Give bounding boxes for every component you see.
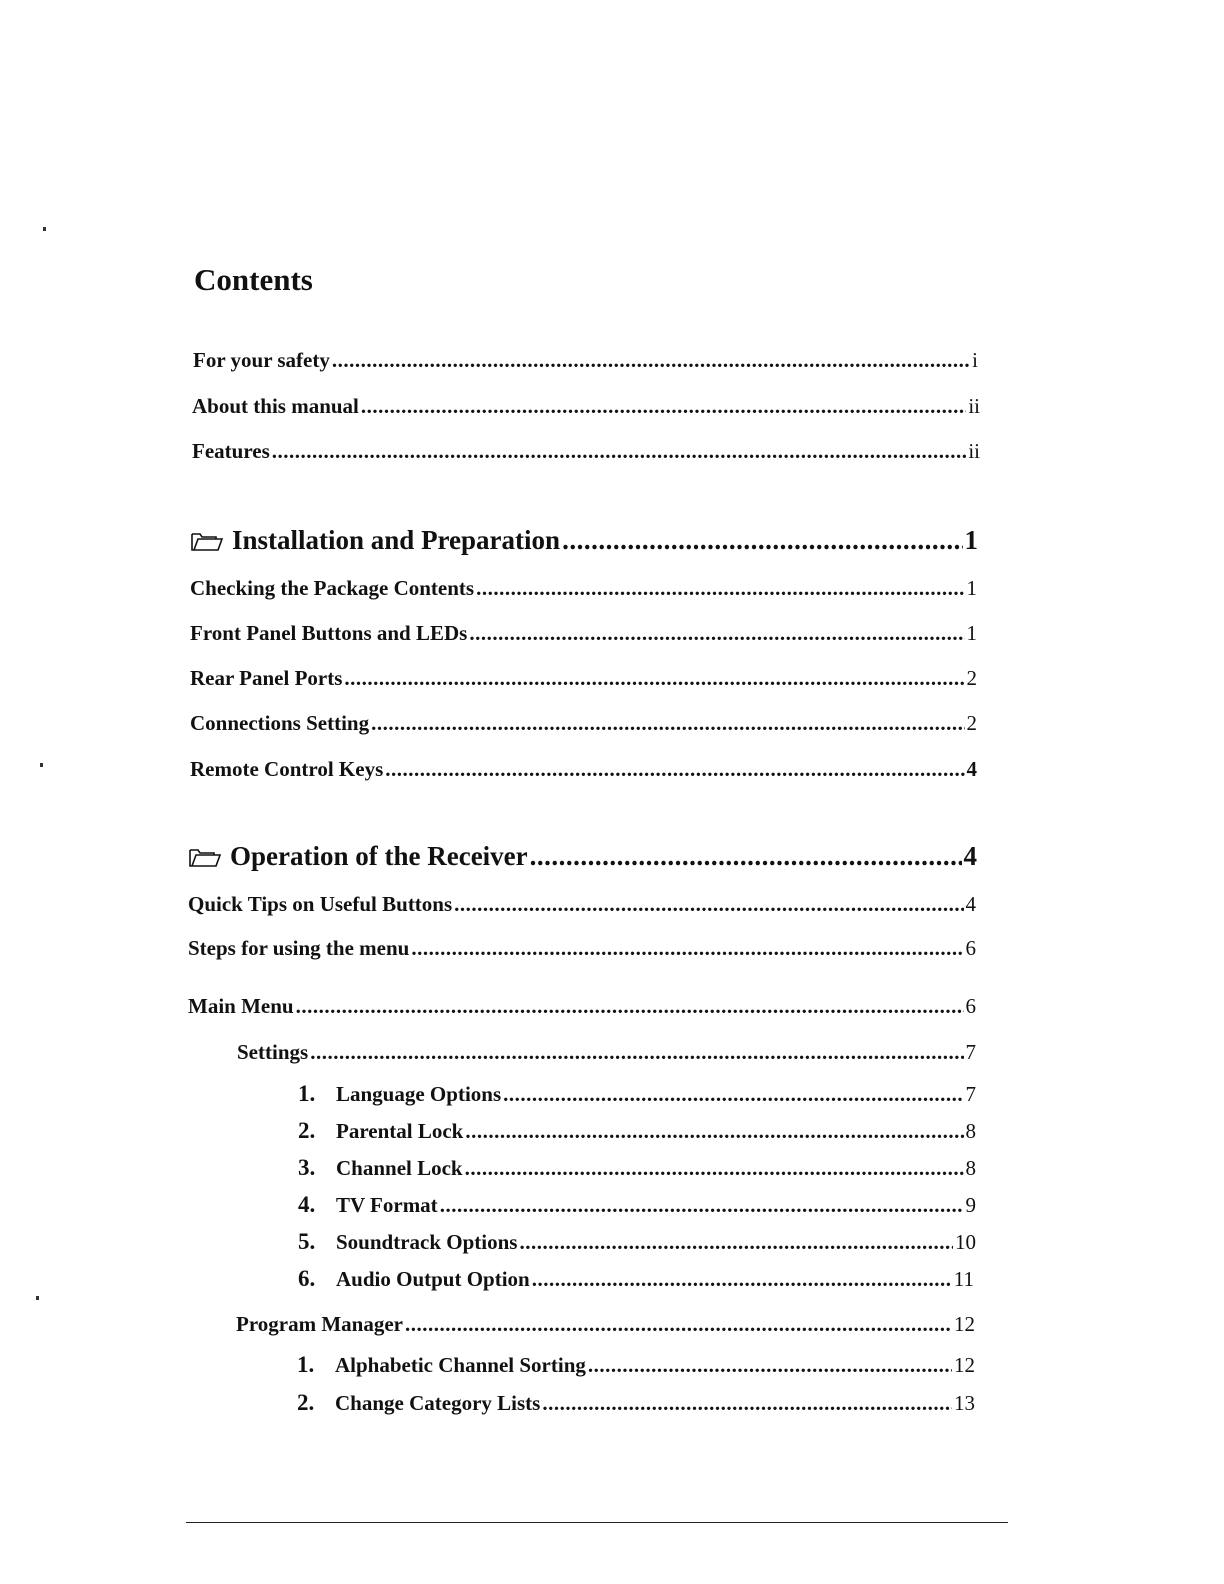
toc-page-number: i bbox=[972, 348, 978, 372]
toc-entry-language[interactable] bbox=[298, 1081, 976, 1107]
toc-entry-label: Steps for using the menu bbox=[188, 936, 410, 960]
toc-page-number: 1 bbox=[966, 576, 977, 600]
leader-dots bbox=[310, 1040, 963, 1065]
leader-dots bbox=[361, 394, 966, 419]
toc-entry-program-manager[interactable] bbox=[236, 1312, 975, 1337]
item-number: 2. bbox=[298, 1118, 316, 1143]
leader-dots bbox=[476, 576, 964, 601]
toc-page-number: 7 bbox=[965, 1040, 976, 1064]
toc-entry-label: Features bbox=[192, 439, 270, 463]
page-title: Contents bbox=[194, 262, 313, 297]
leader-dots bbox=[503, 1082, 963, 1107]
item-number: 4. bbox=[298, 1192, 316, 1217]
toc-entry-alphabetic-sorting[interactable] bbox=[297, 1352, 975, 1378]
toc-entry-label: About this manual bbox=[192, 394, 359, 418]
toc-page-number: 2 bbox=[966, 666, 977, 690]
toc-page-number: 12 bbox=[954, 1312, 975, 1336]
leader-dots bbox=[385, 757, 964, 782]
toc-page-number: 9 bbox=[965, 1193, 976, 1217]
toc-page-number: 2 bbox=[966, 711, 977, 735]
toc-entry-soundtrack[interactable] bbox=[298, 1229, 976, 1255]
toc-entry-label: Checking the Package Contents bbox=[190, 576, 475, 600]
toc-page-number: ii bbox=[968, 439, 980, 463]
toc-entry-main-menu[interactable] bbox=[188, 994, 976, 1019]
leader-dots bbox=[562, 525, 962, 556]
toc-page-number: 8 bbox=[965, 1156, 976, 1180]
item-number: 2. bbox=[297, 1390, 315, 1415]
toc-entry-quick-tips[interactable] bbox=[188, 892, 976, 917]
item-number: 3. bbox=[298, 1155, 316, 1180]
toc-entry-label: Channel Lock bbox=[336, 1156, 463, 1180]
toc-page-number: 1 bbox=[966, 621, 977, 645]
toc-entry-package-contents[interactable] bbox=[190, 576, 977, 601]
toc-entry-label: Change Category Lists bbox=[335, 1391, 541, 1415]
toc-entry-features[interactable] bbox=[192, 439, 980, 464]
toc-page-number: 4 bbox=[965, 892, 976, 916]
toc-entry-rear-panel[interactable] bbox=[190, 666, 977, 691]
leader-dots bbox=[588, 1353, 952, 1378]
toc-page-number: 10 bbox=[955, 1230, 976, 1254]
folder-icon bbox=[188, 846, 222, 868]
binding-mark bbox=[36, 1296, 39, 1300]
leader-dots bbox=[296, 994, 964, 1019]
toc-entry-settings[interactable] bbox=[237, 1040, 976, 1065]
leader-dots bbox=[332, 348, 970, 373]
toc-entry-category-lists[interactable] bbox=[297, 1390, 975, 1416]
toc-page-number: 6 bbox=[965, 936, 976, 960]
toc-entry-label: Main Menu bbox=[188, 994, 294, 1018]
toc-entry-channel-lock[interactable] bbox=[298, 1155, 976, 1181]
toc-entry-remote-keys[interactable] bbox=[190, 757, 977, 782]
leader-dots bbox=[344, 666, 964, 691]
toc-page-number: 1 bbox=[964, 525, 978, 555]
leader-dots bbox=[272, 439, 967, 464]
leader-dots bbox=[530, 841, 962, 872]
leader-dots bbox=[532, 1267, 952, 1292]
toc-page-number: 4 bbox=[966, 757, 977, 781]
leader-dots bbox=[440, 1193, 964, 1218]
leader-dots bbox=[519, 1230, 953, 1255]
toc-entry-safety[interactable] bbox=[193, 348, 978, 373]
toc-entry-label: Remote Control Keys bbox=[190, 757, 384, 781]
item-number: 1. bbox=[297, 1352, 315, 1377]
toc-entry-label: Parental Lock bbox=[336, 1119, 464, 1143]
toc-entry-label: Rear Panel Ports bbox=[190, 666, 343, 690]
toc-page-number: 8 bbox=[965, 1119, 976, 1143]
footer-rule bbox=[186, 1522, 1008, 1523]
toc-entry-audio-output[interactable] bbox=[298, 1266, 974, 1292]
leader-dots bbox=[411, 936, 963, 961]
toc-entry-connections[interactable] bbox=[190, 711, 977, 736]
toc-chapter-operation[interactable] bbox=[188, 841, 977, 872]
toc-chapter-installation[interactable] bbox=[190, 525, 978, 556]
toc-entry-label: Quick Tips on Useful Buttons bbox=[188, 892, 453, 916]
item-number: 1. bbox=[298, 1081, 316, 1106]
leader-dots bbox=[465, 1156, 964, 1181]
toc-entry-tv-format[interactable] bbox=[298, 1192, 976, 1218]
toc-entry-label: Operation of the Receiver bbox=[230, 841, 528, 871]
toc-entry-parental-lock[interactable] bbox=[298, 1118, 976, 1144]
item-number: 5. bbox=[298, 1229, 316, 1254]
toc-page-number: 4 bbox=[963, 841, 977, 871]
toc-page-number: 12 bbox=[954, 1353, 975, 1377]
toc-entry-label: Program Manager bbox=[236, 1312, 403, 1336]
folder-icon bbox=[190, 530, 224, 552]
leader-dots bbox=[465, 1119, 963, 1144]
toc-entry-about-manual[interactable] bbox=[192, 394, 980, 419]
leader-dots bbox=[469, 621, 964, 646]
toc-entry-label: Installation and Preparation bbox=[232, 525, 561, 555]
toc-page-number: 6 bbox=[965, 994, 976, 1018]
toc-entry-label: Alphabetic Channel Sorting bbox=[335, 1353, 586, 1377]
toc-page-number: 7 bbox=[965, 1082, 976, 1106]
toc-page-number: ii bbox=[968, 394, 980, 418]
toc-entry-label: Front Panel Buttons and LEDs bbox=[190, 621, 468, 645]
toc-entry-label: For your safety bbox=[193, 348, 330, 372]
leader-dots bbox=[454, 892, 963, 917]
toc-entry-label: Audio Output Option bbox=[336, 1267, 530, 1291]
toc-page-number: 13 bbox=[954, 1391, 975, 1415]
leader-dots bbox=[405, 1312, 952, 1337]
toc-entry-front-panel[interactable] bbox=[190, 621, 977, 646]
toc-entry-label: Settings bbox=[237, 1040, 309, 1064]
leader-dots bbox=[371, 711, 964, 736]
toc-page-number: 11 bbox=[953, 1267, 974, 1291]
binding-mark bbox=[43, 227, 46, 231]
leader-dots bbox=[542, 1391, 952, 1416]
toc-entry-label: Language Options bbox=[336, 1082, 502, 1106]
toc-entry-label: TV Format bbox=[336, 1193, 438, 1217]
toc-entry-menu-steps[interactable] bbox=[188, 936, 976, 961]
toc-entry-label: Soundtrack Options bbox=[336, 1230, 518, 1254]
toc-entry-label: Connections Setting bbox=[190, 711, 370, 735]
binding-mark bbox=[40, 763, 43, 767]
item-number: 6. bbox=[298, 1266, 316, 1291]
